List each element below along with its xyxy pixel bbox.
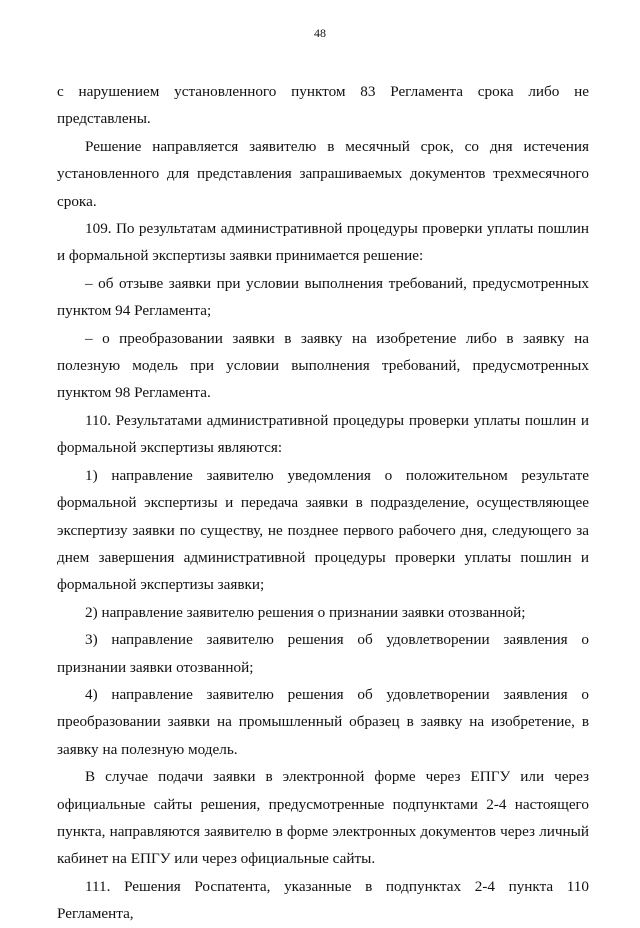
paragraph-clause-110-item-1: 1) направление заявителю уведомления о положительном результате формальной экспертизы и передача заявки в подразделение, осуществляющее экспертизу заявки по существу, не позднее первого рабочего дня, следующего за днем завершения административной процедуры проверки уплаты пошлин и формальной экспертизы заявки;: [57, 466, 589, 594]
paragraph-clause-109: 109. По результатам административной процедуры проверки уплаты пошлин и формальной экспертизы заявки принимается решение:: [57, 220, 589, 265]
paragraph-clause-111: 111. Решения Роспатента, указанные в подпунктах 2-4 пункта 110 Регламента,: [57, 877, 589, 923]
paragraph-clause-109-item-2: – о преобразовании заявки в заявку на изобретение либо в заявку на полезную модель при условии выполнения требований, предусмотренных пунктом 98 Регламента.: [57, 329, 589, 402]
paragraph-continuation: с нарушением установленного пунктом 83 Регламента срока либо не представлены.: [57, 83, 589, 128]
document-body: [57, 78, 589, 928]
paragraph-epgu-delivery: В случае подачи заявки в электронной форме через ЕПГУ или через официальные сайты решения, предусмотренные подпунктами 2-4 настоящего пункта, направляются заявителю в форме электронных документов через личный кабинет на ЕПГУ или через официальные сайты.: [57, 768, 589, 868]
paragraph-decision-deadline: Решение направляется заявителю в месячный срок, со дня истечения установленного для представления запрашиваемых документов трехмесячного срока.: [57, 137, 589, 210]
paragraph-clause-110-item-4: 4) направление заявителю решения об удовлетворении заявления о преобразовании заявки на промышленный образец в заявку на изобретение, в заявку на полезную модель.: [57, 685, 589, 758]
page-number: 48: [314, 26, 326, 40]
paragraph-clause-110-item-2: 2) направление заявителю решения о признании заявки отозванной;: [85, 603, 526, 621]
paragraph-clause-110-item-3: 3) направление заявителю решения об удовлетворении заявления о признании заявки отозванной;: [57, 631, 589, 676]
paragraph-clause-110: 110. Результатами административной процедуры проверки уплаты пошлин и формальной экспертизы являются:: [57, 411, 589, 457]
paragraph-clause-109-item-1: – об отзыве заявки при условии выполнения требований, предусмотренных пунктом 94 Регламента;: [57, 274, 589, 320]
